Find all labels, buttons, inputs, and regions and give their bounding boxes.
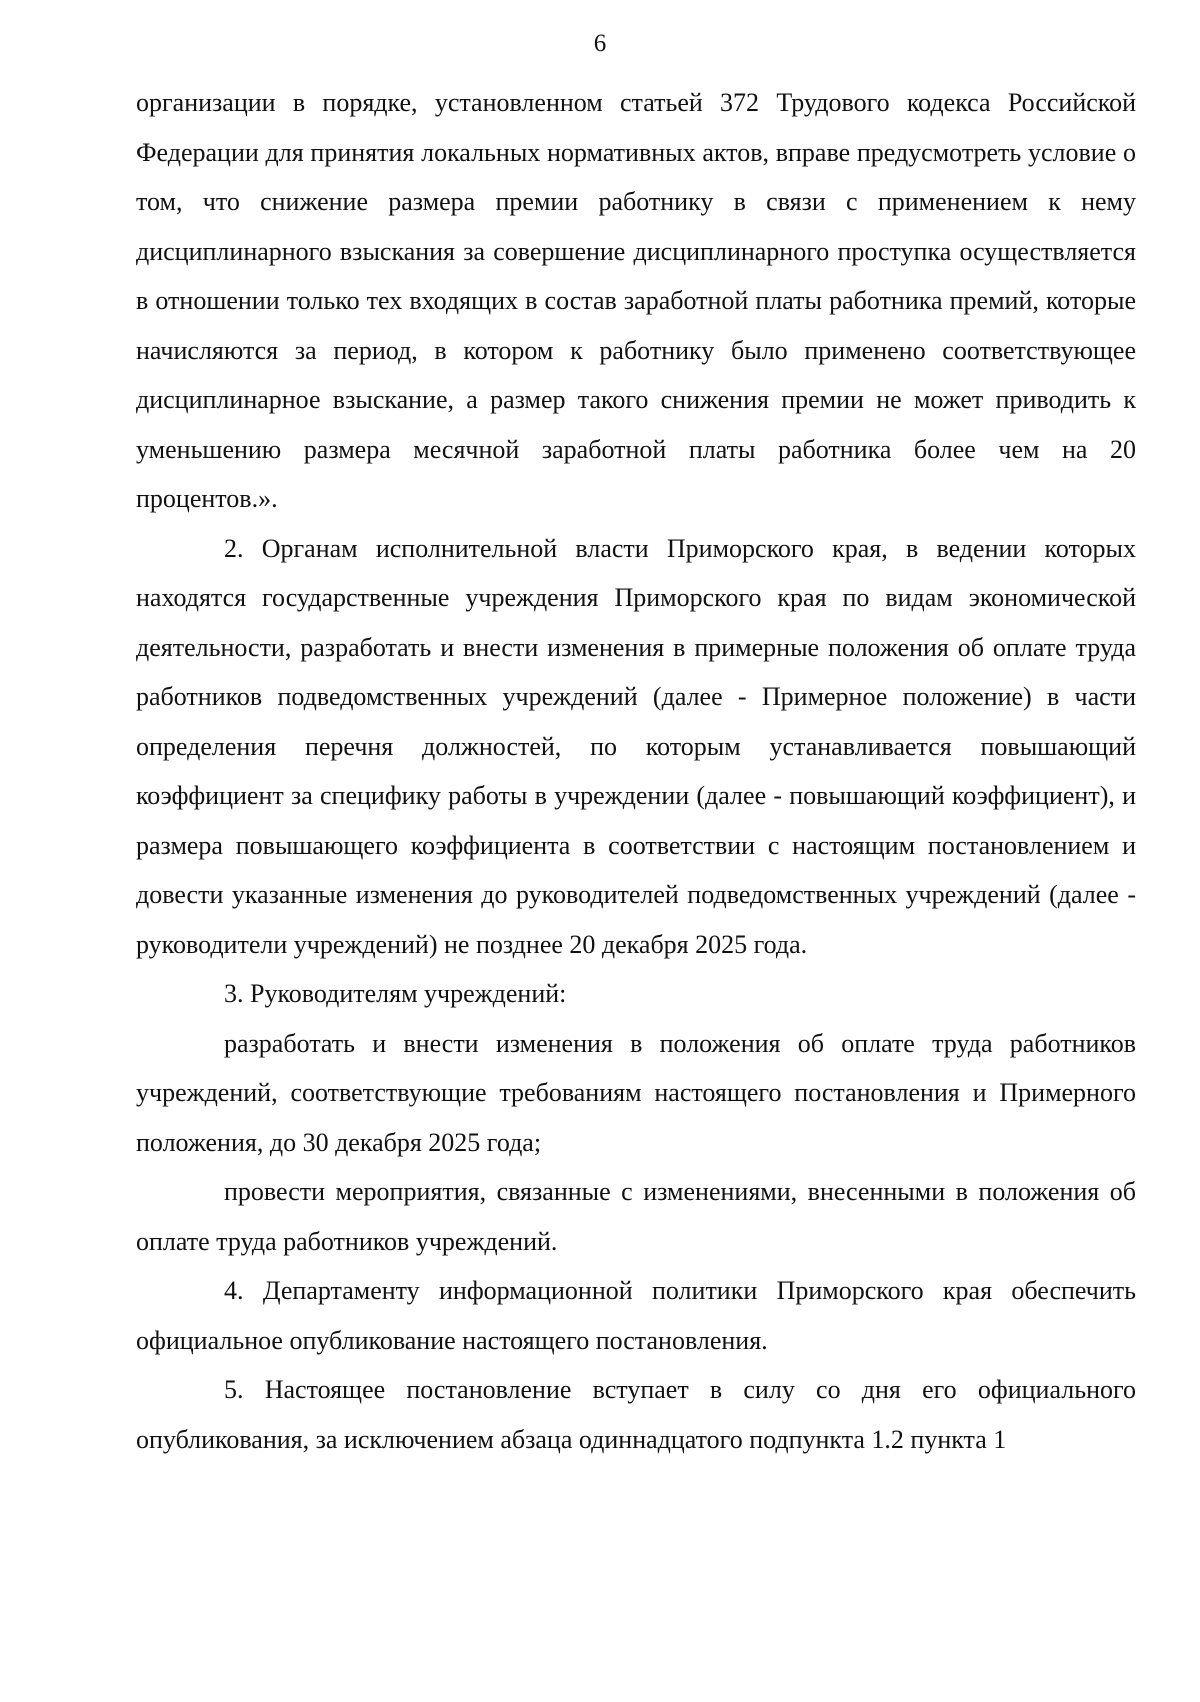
paragraph-item-3-sub-1: разработать и внести изменения в положения об оплате труда работников учреждений, соответствующие требованиям настоящего постановления и Примерного положения, до 30 декабря 2025 года; [136, 1028, 1136, 1157]
page-number: 6 [593, 30, 607, 57]
paragraph-item-4: 4. Департаменту информационной политики Приморского края обеспечить официальное опубликование настоящего постановления. [136, 1276, 1136, 1355]
paragraph-item-2: 2. Органам исполнительной власти Приморского края, в ведении которых находятся государственные учреждения Приморского края по видам экономической деятельности, разработать и внести изменения в примерные положения об оплате труда работников подведомственных учреждений (далее - Примерное положение) в части определения перечня должностей, по которым устанавливается повышающий коэффициент за специфику работы в учреждении (далее - повышающий коэффициент), и размера повышающего коэффициента в соответствии с настоящим постановлением и довести указанные изменения до руководителей подведомственных учреждений (далее - руководители учреждений) не позднее 20 декабря 2025 года. [136, 533, 1136, 959]
paragraph-item-3: 3. Руководителям учреждений: [224, 979, 567, 1008]
document-body [136, 78, 1136, 1464]
paragraph-item-3-sub-2: провести мероприятия, связанные с изменениями, внесенными в положения об оплате труда работников учреждений. [136, 1177, 1136, 1256]
paragraph-continuation: организации в порядке, установленном статьей 372 Трудового кодекса Российской Федерации для принятия локальных нормативных актов, вправе предусмотреть условие о том, что снижение размера премии работнику в связи с применением к нему дисциплинарного взыскания за совершение дисциплинарного проступка осуществляется в отношении только тех входящих в состав заработной платы работника премий, которые начисляются за период, в котором к работнику было применено соответствующее дисциплинарное взыскание, а размер такого снижения премии не может приводить к уменьшению размера месячной заработной платы работника более чем на 20 процентов.». [136, 88, 1136, 513]
paragraph-item-5: 5. Настоящее постановление вступает в силу со дня его официального опубликования, за исключением абзаца одиннадцатого подпункта 1.2 пункта 1 [136, 1375, 1136, 1454]
